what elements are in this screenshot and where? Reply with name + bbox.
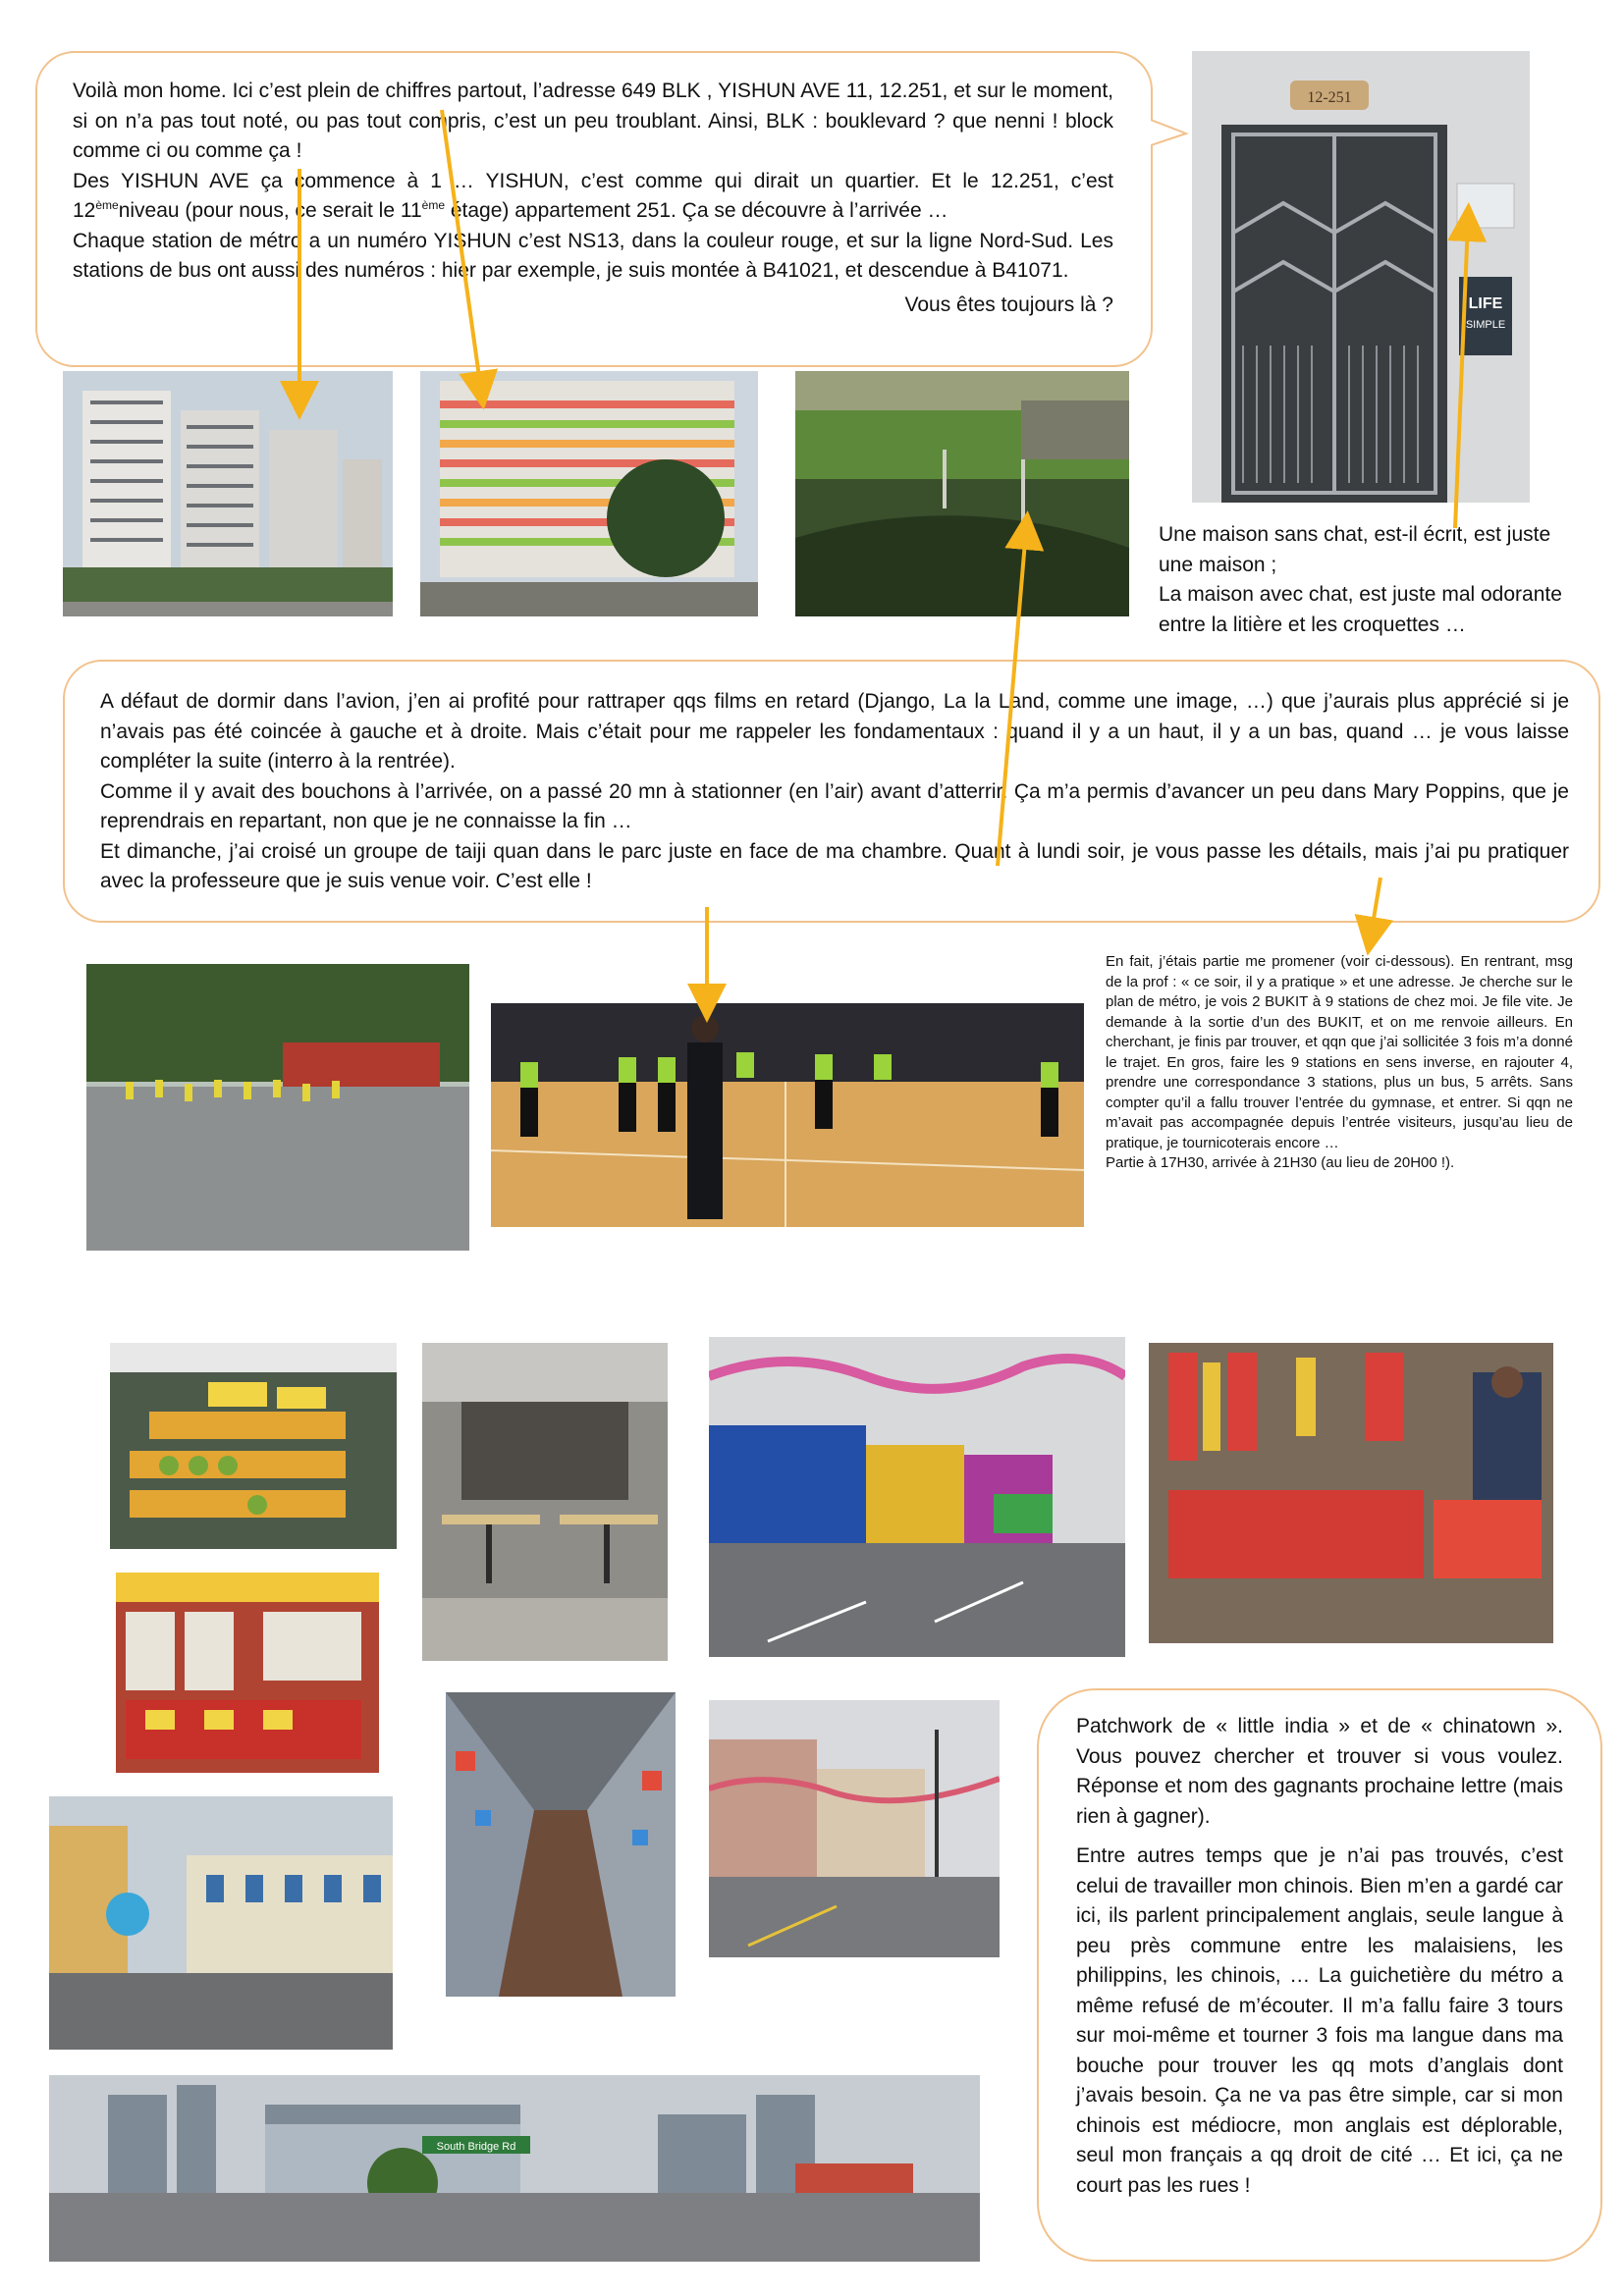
photo-shop-snacks: [116, 1573, 379, 1773]
photo-flower-market: [1149, 1343, 1553, 1643]
speech-bubble-home: [35, 51, 1153, 367]
flight-paragraph-3: Et dimanche, j’ai croisé un groupe de taiji quan dans le parc juste en face de ma chambre. Quant à lundi soir, je vous passe les détails, mais j’ai pu pratiquer avec la professeure que je suis venue voir. C’est elle !: [100, 839, 1569, 892]
gym-note-paragraph: En fait, j’étais partie me promener (voir ci-dessous). En rentrant, msg de la prof : « ce soir, il y a pratique » et une adresse. Je cherche sur le plan de métro, je vois 2 BUKIT à 9 stations de chez moi. Je file vite. Je demande à la sortie d’un des BUKIT, et on me renvoie ailleurs. En cherchant, je finis par trouver, et qqn que j’ai sollicitée 3 fois m’a donné le trajet. En gros, faire les 9 stations en sens inverse, en rajouter 4, prendre une correspondance 3 stations, plus un bus, 5 arrêts. Sans compter qu’il a fallu trouver l’entrée du gymnase, et entrer. Si qqn ne m’avait pas accompagnée depuis l’entrée visiteurs, jusqu’au lieu de pratique, je tournicoterais encore …: [1106, 953, 1573, 1151]
photo-colorful-block: [420, 371, 758, 616]
flight-paragraph-2: Comme il y avait des bouchons à l’arrivée, on a passé 20 mn à stationner (en l’air) avant d’atterrir. Ça m’a permis d’avancer un peu dans Mary Poppins, que je reprendrais en repartant, non que je ne connaisse la fin …: [100, 779, 1569, 832]
photo-taiji-gym-teacher: [491, 1003, 1084, 1227]
gym-note-times: Partie à 17H30, arrivée à 21H30 (au lieu de 20H00 !).: [1106, 1154, 1455, 1171]
photo-hardware-aisle: [446, 1692, 676, 1997]
speech-bubble-patchwork: [1037, 1688, 1602, 2262]
flight-paragraph-1: A défaut de dormir dans l’avion, j’en ai profité pour rattraper qqs films en retard (Django, La la Land, comme une image, …) que j’aurais plus apprécié si je n’avais pas été coincée à gauche et à droite. Mais c’était pour me rappeler les fondamentaux : quand il y a un haut, il y a un bas, quand … je vous laisse compléter la suite (interro à la rentrée).: [100, 690, 1569, 773]
home-question: Vous êtes toujours là ?: [904, 293, 1113, 316]
sign-simple: SIMPLE: [1465, 319, 1506, 331]
cat-note-line-1: Une maison sans chat, est-il écrit, est juste une maison ;: [1159, 523, 1551, 576]
bubble-tail: [1151, 116, 1190, 155]
photo-taiji-park-group: [86, 964, 469, 1251]
photo-residential-towers: [63, 371, 393, 616]
photo-food-court: [422, 1343, 668, 1661]
cat-note-line-2: La maison avec chat, est juste mal odorante entre la litière et les croquettes …: [1159, 583, 1562, 636]
door-number-plate: 12-251: [1307, 89, 1352, 106]
photo-chinatown-shophouses: [709, 1700, 1000, 1957]
photo-little-india-street: [709, 1337, 1125, 1657]
sign-life: LIFE: [1468, 295, 1503, 312]
street-sign-text: South Bridge Rd: [436, 2141, 516, 2153]
photo-street-shophouses: [49, 1796, 393, 2050]
patchwork-paragraph-1: Patchwork de « little india » et de « chinatown ». Vous pouvez chercher et trouver si vous voulez. Réponse et nom des gagnants prochaine lettre (mais rien à gagner).: [1076, 1715, 1563, 1828]
home-paragraph-1: Voilà mon home. Ici c’est plein de chiffres partout, l’adresse 649 BLK , YISHUN AVE 11, 12.251, et sur le moment, si on n’a pas tout noté, ou pas tout compris, c’est un peu troublant. Ainsi, BLK : bouklevard ? que nenni ! block comme ci ou comme ça !: [73, 80, 1113, 162]
home-paragraph-2: Des YISHUN AVE ça commence à 1 … YISHUN, c’est comme qui dirait un quartier. Et le 12.251, c’est 12èmeniveau (pour nous, ce serait le 11ème étage) appartement 251. Ça se découvre à l’arrivée …: [73, 169, 1113, 222]
home-paragraph-3: Chaque station de métro a un numéro YISHUN c’est NS13, dans la couleur rouge, et sur la ligne Nord-Sud. Les stations de bus ont aussi des numéros : hier par exemple, je suis montée à B41021, et descendue à B41071.: [73, 229, 1113, 282]
photo-fruit-stall: [110, 1343, 397, 1549]
photo-south-bridge-panorama: [49, 2075, 980, 2262]
cat-note: [1159, 520, 1591, 640]
photo-park-upside-down: [795, 371, 1129, 616]
patchwork-paragraph-2: Entre autres temps que je n’ai pas trouvés, c’est celui de travailler mon chinois. Bien m’en a gardé car ici, ils parlent principalement anglais, seule langue à peu près commune entre les malaisiens, les philippins, les chinois, … La guichetière du métro a même refusé de m’écouter. Il m’a fallu faire 3 tours sur moi-même et tourner 3 fois ma langue dans ma bouche pour trouver les qq mots d’anglais dont j’avais besoin. Ça ne va pas être simple, car si mon chinois est médiocre, mon anglais est déplorable, seul mon français a qq droit de cité … Et ici, ça ne court pas les rues !: [1076, 1844, 1563, 2197]
gym-side-note: [1106, 952, 1573, 1174]
speech-bubble-flight: [63, 660, 1600, 923]
photo-apartment-door: [1192, 51, 1530, 503]
